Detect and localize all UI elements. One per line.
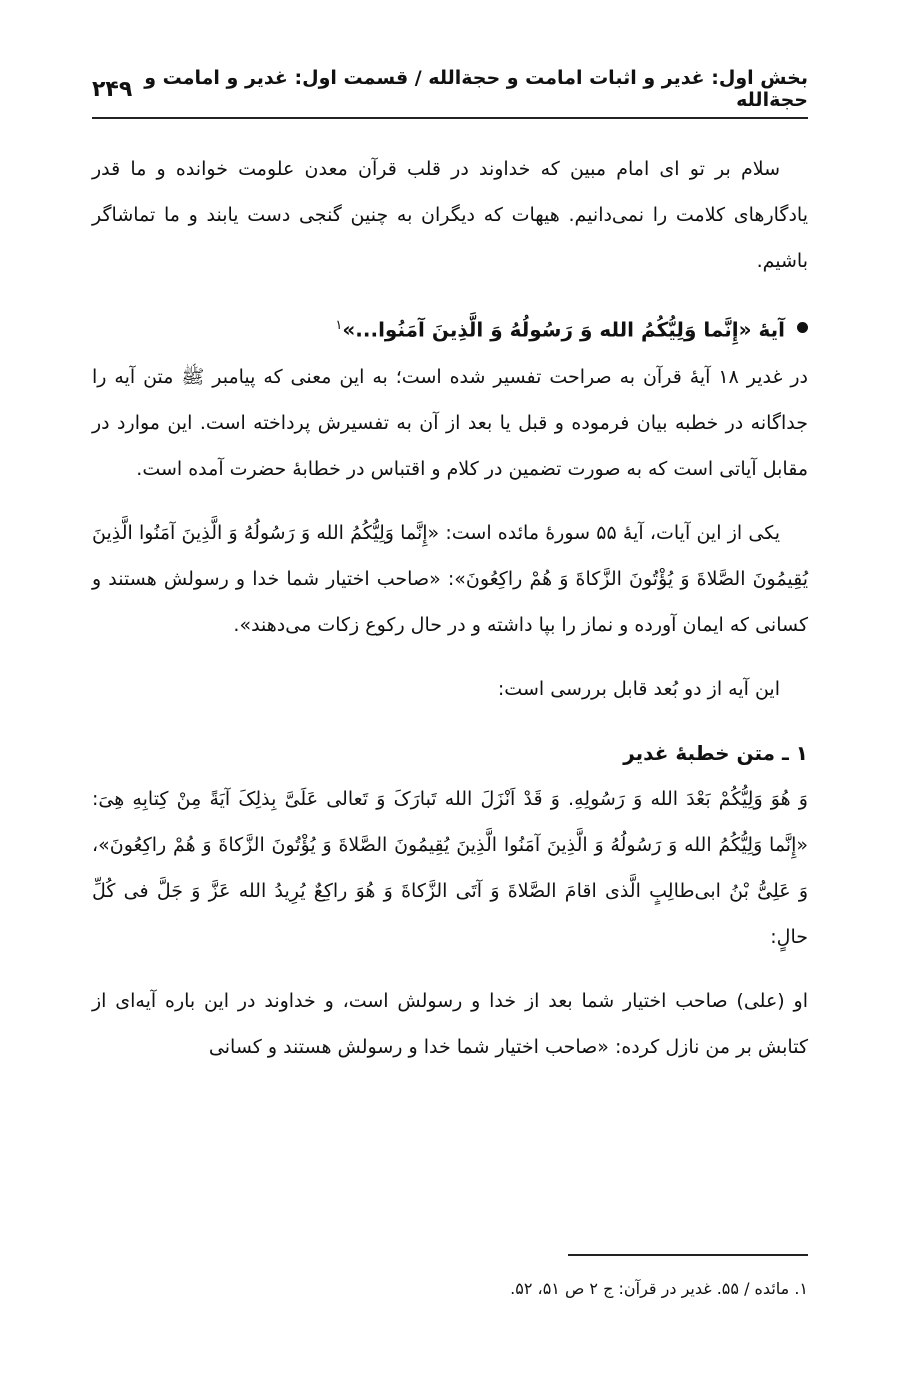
footnote-divider (568, 1254, 808, 1256)
page-body (92, 146, 808, 1070)
section-heading: ۱ ـ متن خطبهٔ غدیر (623, 740, 808, 765)
page-number: ۲۴۹ (92, 76, 133, 102)
paragraph-sermon-arabic: وَ هُوَ وَلِیُّکُمْ بَعْدَ الله وَ رَسُولِهِ. وَ قَدْ اَنْزَلَ الله تَبارَکَ وَ تَعالی عَلَیَّ بِذلِکَ آیَةً مِنْ کِتابِهِ هِیَ: «إِنَّما وَلِیُّکُمُ الله وَ رَسُولُهُ وَ الَّذِینَ آمَنُوا الَّذِینَ یُقِیمُونَ الصَّلاةَ وَ یُؤْتُونَ الزَّکاةَ وَ هُمْ راکِعُونَ»، وَ عَلِیُّ بْنُ ابی‌طالِبٍ الَّذی اقامَ الصَّلاةَ وَ آتَی الزَّکاةَ وَ هُوَ راکِعٌ یُرِیدُ الله عَزَّ وَ جَلَّ فی کُلِّ حالٍ: (92, 787, 808, 948)
ayah-heading (92, 302, 808, 354)
paragraph-ayah-55: یکی از این آیات، آیهٔ ۵۵ سورهٔ مائده است: «إِنَّما وَلِیُّکُمُ الله وَ رَسُولُهُ وَ الَّذِینَ آمَنُوا الَّذِینَ یُقِیمُونَ الصَّلاةَ وَ یُؤْتُونَ الزَّکاةَ وَ هُمْ راکِعُونَ»: «صاحب اختیار شما خدا و رسولش هستند و کسانی که ایمان آورده و نماز را بپا داشته و در حال رکوع زکات می‌دهند». (92, 521, 808, 636)
paragraph-two-aspects: این آیه از دو بُعد قابل بررسی است: (497, 677, 780, 700)
header-divider (92, 117, 808, 119)
paragraph-sermon-translation: او (علی) صاحب اختیار شما بعد از خدا و رسولش است، و خداوند در این باره آیه‌ای از کتابش بر من نازل کرده: «صاحب اختیار شما خدا و رسولش هستند و کسانی (92, 989, 808, 1058)
footnote-marker[interactable]: ۱ (335, 318, 343, 333)
footnote: ۱. مائده / ۵۵. غدیر در قرآن: ج ۲ ص ۵۱، ۵۲. (510, 1279, 808, 1298)
running-header (92, 67, 808, 111)
ayah-heading-text: آیهٔ «إِنَّما وَلِیُّکُمُ الله وَ رَسُولُهُ وَ الَّذِینَ آمَنُوا...»$^۱$ (335, 317, 785, 342)
running-title: بخش اول: غدیر و اثبات امامت و حجة‌الله / قسمت اول: غدیر و امامت و حجة‌الله (144, 67, 808, 111)
bullet-icon (797, 322, 808, 333)
paragraph-salutation: سلام بر تو ای امام مبین که خداوند در قلب قرآن معدن علومت خوانده و ما قدر یادگارهای کلامت را نمی‌دانیم. هیهات که دیگران به چنین گنجی دست یابند و ما تماشاگر باشیم. (92, 158, 808, 272)
paragraph-ghadir-18: در غدیر ۱۸ آیهٔ قرآن به صراحت تفسیر شده است؛ به این معنی که پیامبر ﷺ متن آیه را جداگانه در خطبه بیان فرموده و قبل یا بعد از آن به تفسیرش پرداخته است. این موارد در مقابل آیاتی است که به صورت تضمین در کلام و اقتباس در خطابهٔ حضرت آمده است. (92, 365, 808, 480)
